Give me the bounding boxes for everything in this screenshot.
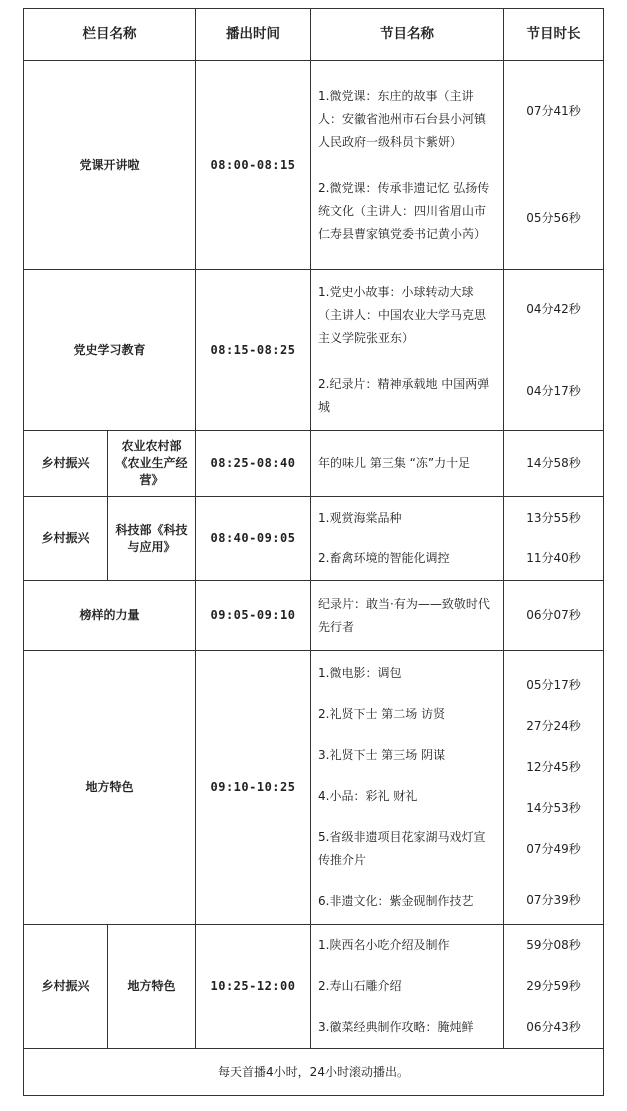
column-name: 党课开讲啦 [24, 61, 196, 270]
program-cell [311, 270, 504, 431]
duration-item: 05分56秒 [526, 211, 581, 225]
duration-cell [504, 270, 604, 431]
duration-cell [504, 431, 604, 497]
duration-item: 13分55秒 [526, 511, 581, 525]
program-item: 2.畜禽环境的智能化调控 [318, 551, 450, 565]
duration-item: 07分49秒 [526, 841, 581, 856]
table-row [24, 61, 604, 270]
header-program-name: 节目名称 [311, 9, 504, 61]
duration-cell [504, 61, 604, 270]
table-row [24, 925, 604, 1049]
table-row [24, 431, 604, 497]
broadcast-time: 08:40-09:05 [196, 497, 311, 581]
duration-item: 06分43秒 [526, 1020, 581, 1034]
duration-cell [504, 651, 604, 925]
schedule-table [23, 8, 604, 1096]
broadcast-time: 09:10-10:25 [196, 651, 311, 925]
program-item: 5.省级非遗项目花家湖马戏灯宣传推介片 [318, 830, 486, 867]
program-item: 1.微电影：调包 [318, 666, 402, 680]
program-cell [311, 925, 504, 1049]
program-item: 纪录片：敢当·有为——致敬时代先行者 [318, 596, 490, 634]
column-name: 乡村振兴 [24, 431, 108, 497]
broadcast-time: 08:25-08:40 [196, 431, 311, 497]
sub-column-name: 农业农村部《农业生产经营》 [108, 431, 196, 497]
footer-row [24, 1049, 604, 1096]
duration-item: 14分58秒 [526, 456, 581, 470]
table-row [24, 651, 604, 925]
broadcast-time: 08:15-08:25 [196, 270, 311, 431]
duration-item: 07分41秒 [526, 104, 581, 118]
program-item: 3.徽菜经典制作攻略：腌炖鲜 [318, 1020, 474, 1034]
duration-item: 14分53秒 [526, 800, 581, 815]
broadcast-time: 10:25-12:00 [196, 925, 311, 1049]
duration-item: 27分24秒 [526, 718, 581, 733]
duration-item: 05分17秒 [526, 677, 581, 692]
program-cell [311, 61, 504, 270]
table-row [24, 497, 604, 581]
broadcast-time: 09:05-09:10 [196, 581, 311, 651]
table-row [24, 581, 604, 651]
program-item: 2.纪录片：精神承载地 中国两弹城 [318, 377, 490, 414]
column-name: 榜样的力量 [24, 581, 196, 651]
duration-item: 07分39秒 [526, 892, 581, 907]
duration-item: 06分07秒 [526, 608, 581, 622]
column-name: 地方特色 [24, 651, 196, 925]
footer-note: 每天首播4小时，24小时滚动播出。 [24, 1049, 604, 1096]
duration-item: 59分08秒 [526, 938, 581, 952]
program-cell [311, 651, 504, 925]
program-item: 年的味儿 第三集 “冻”力十足 [318, 456, 471, 470]
program-item: 2.寿山石雕介绍 [318, 979, 402, 993]
header-column-name: 栏目名称 [24, 9, 196, 61]
program-cell [311, 497, 504, 581]
header-broadcast-time: 播出时间 [196, 9, 311, 61]
program-item: 3.礼贤下士 第三场 阴谋 [318, 748, 446, 762]
column-name: 党史学习教育 [24, 270, 196, 431]
program-item: 2.微党课：传承非遗记忆 弘扬传统文化（主讲人：四川省眉山市仁寿县曹家镇党委书记黄小芮） [318, 180, 490, 241]
program-cell [311, 431, 504, 497]
program-item: 1.党史小故事：小球转动大球（主讲人：中国农业大学马克思主义学院张亚东） [318, 285, 487, 345]
duration-item: 04分17秒 [526, 383, 581, 398]
program-item: 1.陕西名小吃介绍及制作 [318, 938, 450, 952]
program-item: 2.礼贤下士 第二场 访贤 [318, 707, 446, 721]
duration-item: 11分40秒 [526, 551, 581, 565]
sub-column-name: 科技部《科技与应用》 [108, 497, 196, 581]
duration-item: 12分45秒 [526, 759, 581, 774]
duration-cell [504, 925, 604, 1049]
column-name: 乡村振兴 [24, 497, 108, 581]
sub-column-name: 地方特色 [108, 925, 196, 1049]
header-duration: 节目时长 [504, 9, 604, 61]
program-item: 6.非遗文化：紫金砚制作技艺 [318, 894, 474, 908]
program-item: 4.小品：彩礼 财礼 [318, 789, 418, 803]
table-row [24, 270, 604, 431]
duration-cell [504, 581, 604, 651]
program-item: 1.微党课：东庄的故事（主讲人：安徽省池州市石台县小河镇人民政府一级科员卞紫妍） [318, 88, 487, 149]
program-item: 1.观赏海棠品种 [318, 511, 402, 525]
column-name: 乡村振兴 [24, 925, 108, 1049]
duration-item: 04分42秒 [526, 301, 581, 316]
broadcast-time: 08:00-08:15 [196, 61, 311, 270]
header-row [24, 9, 604, 61]
duration-item: 29分59秒 [526, 979, 581, 993]
duration-cell [504, 497, 604, 581]
program-cell [311, 581, 504, 651]
